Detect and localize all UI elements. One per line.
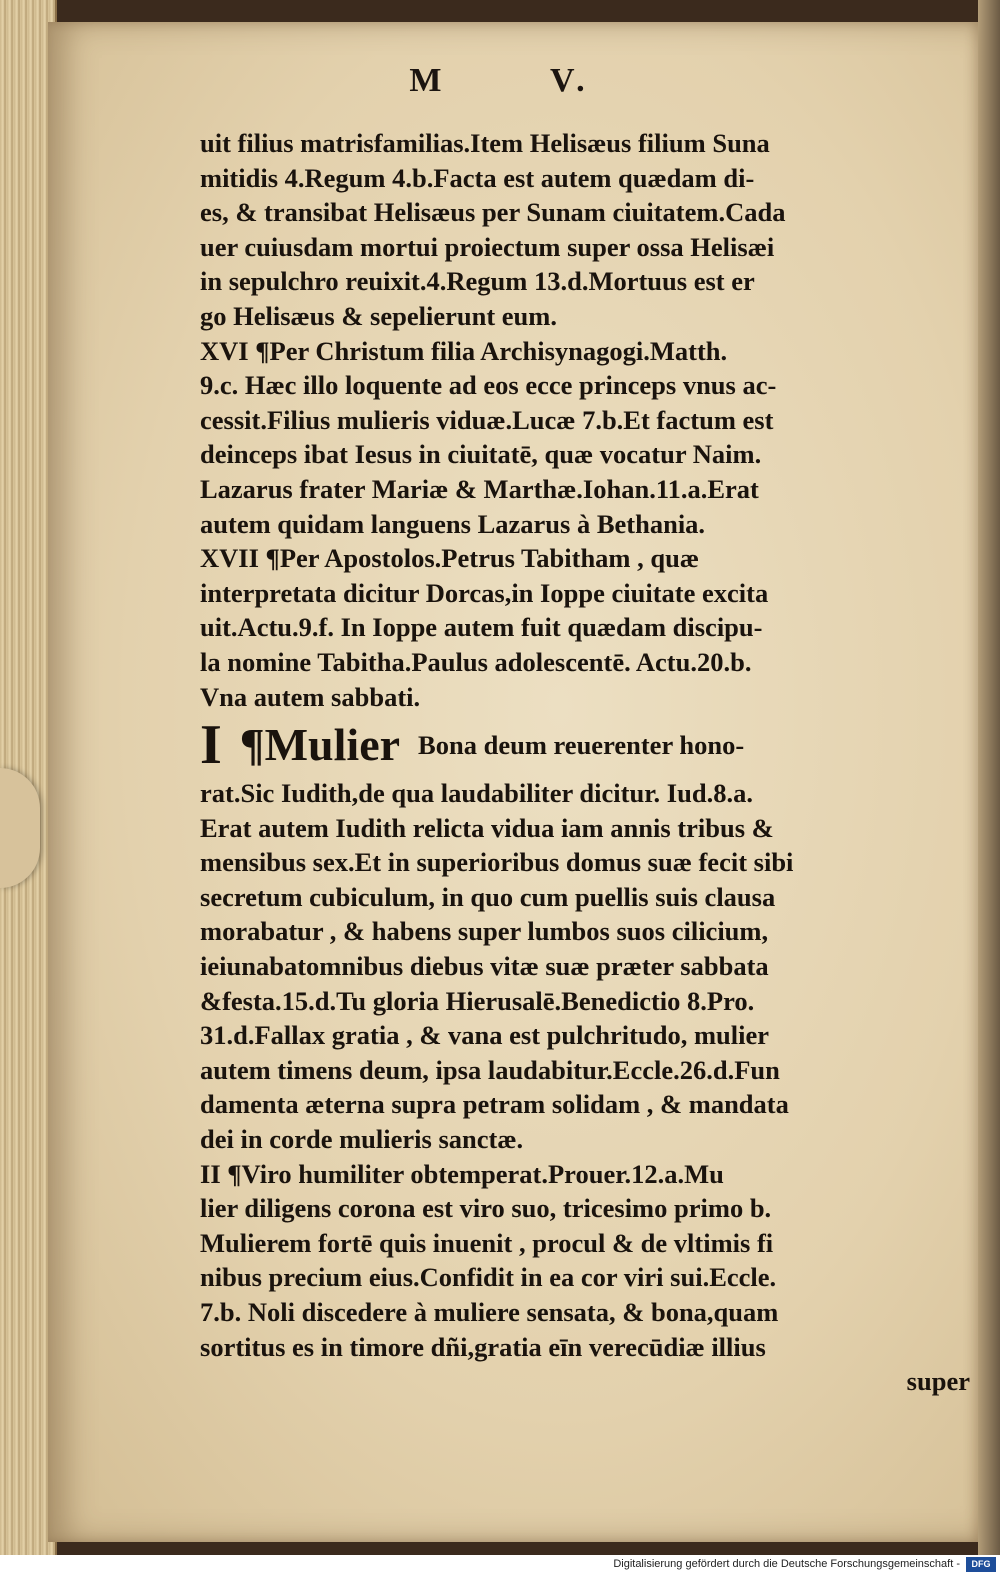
dfg-logo: DFG (966, 1557, 996, 1572)
text-line: morabatur , & habens super lumbos suos cilicium, (200, 916, 769, 947)
text-line: la nomine Tabitha.Paulus adolescentē. Actu.20.b. (200, 646, 752, 677)
page-header (0, 62, 1000, 100)
footer-bar (0, 1555, 1000, 1574)
section-numeral: I (200, 714, 222, 777)
text-line: interpretata dicitur Dorcas,in Ioppe ciuitate excita (200, 577, 769, 608)
text-line: in sepulchro reuixit.4.Regum 13.d.Mortuus est er (200, 266, 755, 297)
section-word: ¶Mulier (239, 719, 401, 771)
text-line: 31.d.Fallax gratia , & vana est pulchritudo, mulier (200, 1020, 770, 1051)
text-line: uit.Actu.9.f. In Ioppe autem fuit quædam discipu- (200, 612, 763, 643)
text-line: 9.c. Hæc illo loquente ad eos ecce princeps vnus ac- (200, 370, 777, 401)
header-left: M (409, 62, 448, 99)
text-line: cessit.Filius mulieris viduæ.Lucæ 7.b.Et factum est (200, 404, 774, 435)
text-line: dei in corde mulieris sanctæ. (200, 1124, 524, 1155)
text-line: sortitus es in timore dñi,gratia eīn verecūdiæ illius (200, 1331, 766, 1362)
text-line: 7.b. Noli discedere à muliere sensata, & bona,quam (200, 1297, 779, 1327)
text-line: Vna autem sabbati. (200, 681, 421, 712)
text-line: es, & transibat Helisæus per Sunam ciuitatem.Cada (200, 197, 786, 228)
text-line: go Helisæus & sepelierunt eum. (200, 300, 557, 331)
text-line: secretum cubiculum, in quo cum puellis suis clausa (200, 881, 776, 912)
text-line: damenta æterna supra petram solidam , & mandata (200, 1089, 789, 1120)
footer-text: Digitalisierung gefördert durch die Deutsche Forschungsgemeinschaft - (613, 1558, 960, 1570)
page-text (200, 126, 990, 1399)
text-line: XVI ¶Per Christum filia Archisynagogi.Matth. (200, 335, 728, 366)
section-rest: Bona deum reuerenter hono- (418, 730, 745, 761)
text-line: mitidis 4.Regum 4.b.Facta est autem quædam di- (200, 162, 755, 193)
section-heading (200, 714, 990, 776)
header-right: V. (549, 62, 591, 99)
text-line: Mulierem fortē quis inuenit , procul & de vltimis fi (200, 1227, 774, 1258)
text-line: Lazarus frater Mariæ & Marthæ.Iohan.11.a.Erat (200, 473, 759, 504)
text-line: Erat autem Iudith relicta vidua iam annis tribus & (200, 812, 774, 843)
text-line: XVII ¶Per Apostolos.Petrus Tabitham , quæ (200, 543, 699, 574)
text-line: lier diligens corona est viro suo, tricesimo primo b. (200, 1193, 772, 1224)
catchword: super (906, 1366, 970, 1397)
text-line: II ¶Viro humiliter obtemperat.Prouer.12.a.Mu (200, 1158, 724, 1189)
text-line: autem quidam languens Lazarus à Bethania. (200, 508, 706, 539)
text-line: uer cuiusdam mortui proiectum super ossa Helisæi (200, 231, 775, 262)
text-line: mensibus sex.Et in superioribus domus suæ fecit sibi (200, 847, 794, 878)
text-line: &festa.15.d.Tu gloria Hierusalē.Benedictio 8.Pro. (200, 985, 755, 1016)
text-line: autem timens deum, ipsa laudabitur.Eccle.26.d.Fun (200, 1054, 780, 1085)
text-line: uit filius matrisfamilias.Item Helisæus filium Suna (200, 128, 770, 158)
text-line: ieiunabatomnibus diebus vitæ suæ præter sabbata (200, 951, 769, 982)
text-line: rat.Sic Iudith,de qua laudabiliter dicitur. Iud.8.a. (200, 778, 753, 809)
text-line: nibus precium eius.Confidit in ea cor viri sui.Eccle. (200, 1262, 777, 1293)
text-line: deinceps ibat Iesus in ciuitatē, quæ vocatur Naim. (200, 439, 762, 470)
